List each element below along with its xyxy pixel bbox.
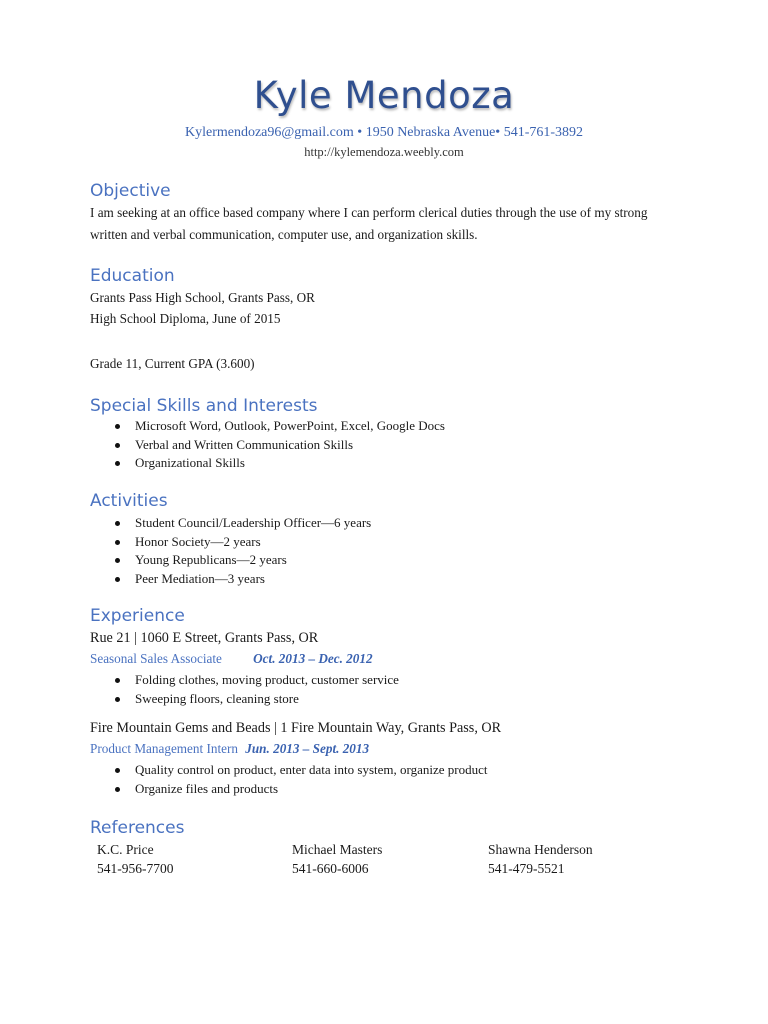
- address-text: 1950 Nebraska Avenue: [365, 125, 496, 140]
- list-item-text: Folding clothes, moving product, customer service: [135, 672, 399, 687]
- list-item-text: Verbal and Written Communication Skills: [135, 436, 354, 452]
- list-item: [90, 436, 445, 455]
- list-item-text: Organizational Skills: [135, 455, 245, 470]
- skills-heading: Special Skills and Interests: [90, 396, 318, 416]
- reference-name: Michael Masters: [292, 842, 383, 857]
- list-item-text: Quality control on product, enter data into system, organize product: [135, 762, 488, 777]
- objective-text: I am seeking at an office based company where I can perform clerical duties through the use of my strong written and verbal communication, computer use, and organization skills.: [90, 205, 648, 242]
- job-employer: Fire Mountain Gems and Beads | 1 Fire Mountain Way, Grants Pass, OR: [90, 720, 502, 736]
- reference-entry: [488, 840, 593, 878]
- list-item: [90, 454, 445, 473]
- list-item: [90, 690, 399, 709]
- job-dates: Oct. 2013 – Dec. 2012: [253, 651, 373, 666]
- email-text: Kylermendoza96@gmail.com: [184, 125, 354, 140]
- bullet-icon: [115, 540, 120, 545]
- list-item: [90, 780, 487, 799]
- reference-entry: [292, 840, 382, 878]
- education-gpa: Grade 11, Current GPA (3.600): [90, 356, 255, 371]
- education-diploma: High School Diploma, June of 2015: [90, 311, 281, 326]
- list-item: [90, 533, 371, 552]
- bullet-icon: [115, 461, 120, 466]
- job-dates: Jun. 2013 – Sept. 2013: [245, 741, 370, 756]
- reference-phone: 541-660-6006: [292, 861, 369, 876]
- list-item: [90, 570, 371, 589]
- job-role: Product Management Intern: [90, 741, 238, 756]
- job-role: Seasonal Sales Associate: [90, 651, 222, 666]
- job-employer: Rue 21 | 1060 E Street, Grants Pass, OR: [90, 630, 319, 646]
- bullet-icon: [115, 521, 120, 526]
- bullet-icon: [115, 424, 120, 429]
- list-item-text: Microsoft Word, Outlook, PowerPoint, Excel, Google Docs: [135, 418, 445, 433]
- job-role-line: [90, 651, 373, 667]
- list-item-text: Young Republicans—2 years: [135, 552, 287, 567]
- separator-bullet: •: [495, 125, 501, 140]
- website-text: http://kylemendoza.weebly.com: [304, 145, 464, 159]
- bullet-icon: [115, 697, 120, 702]
- objective-heading: Objective: [90, 181, 171, 201]
- education-school: Grants Pass High School, Grants Pass, OR: [90, 290, 315, 305]
- job-role-line: [90, 741, 369, 757]
- job-duties-list: [90, 671, 399, 708]
- activities-list: [90, 514, 371, 588]
- bullet-icon: [115, 768, 120, 773]
- separator-bullet: •: [357, 125, 363, 140]
- reference-phone: 541-956-7700: [97, 861, 174, 876]
- bullet-icon: [115, 577, 120, 582]
- references-heading: References: [90, 818, 185, 838]
- job-duties-list: [90, 761, 487, 798]
- list-item: [90, 417, 445, 436]
- list-item-text: Peer Mediation—3 years: [135, 570, 265, 586]
- bullet-icon: [115, 787, 120, 792]
- list-item: [90, 671, 399, 690]
- activities-heading: Activities: [90, 491, 168, 511]
- skills-list: [90, 417, 445, 473]
- list-item: [90, 761, 487, 780]
- phone-text: 541-761-3892: [503, 125, 584, 140]
- list-item-text: Sweeping floors, cleaning store: [135, 690, 299, 706]
- reference-name: Shawna Henderson: [488, 842, 593, 857]
- experience-heading: Experience: [90, 606, 185, 626]
- resume-name: Kyle Mendoza: [253, 74, 515, 117]
- reference-phone: 541-479-5521: [488, 861, 565, 876]
- bullet-icon: [115, 678, 120, 683]
- list-item-text: Student Council/Leadership Officer—6 years: [135, 515, 372, 530]
- list-item-text: Honor Society—2 years: [135, 533, 261, 549]
- contact-line: [0, 125, 768, 141]
- list-item: [90, 514, 371, 533]
- bullet-icon: [115, 558, 120, 563]
- reference-entry: [97, 840, 174, 878]
- education-heading: Education: [90, 266, 175, 286]
- reference-name: K.C. Price: [97, 842, 154, 857]
- list-item: [90, 551, 371, 570]
- bullet-icon: [115, 443, 120, 448]
- list-item-text: Organize files and products: [135, 780, 279, 796]
